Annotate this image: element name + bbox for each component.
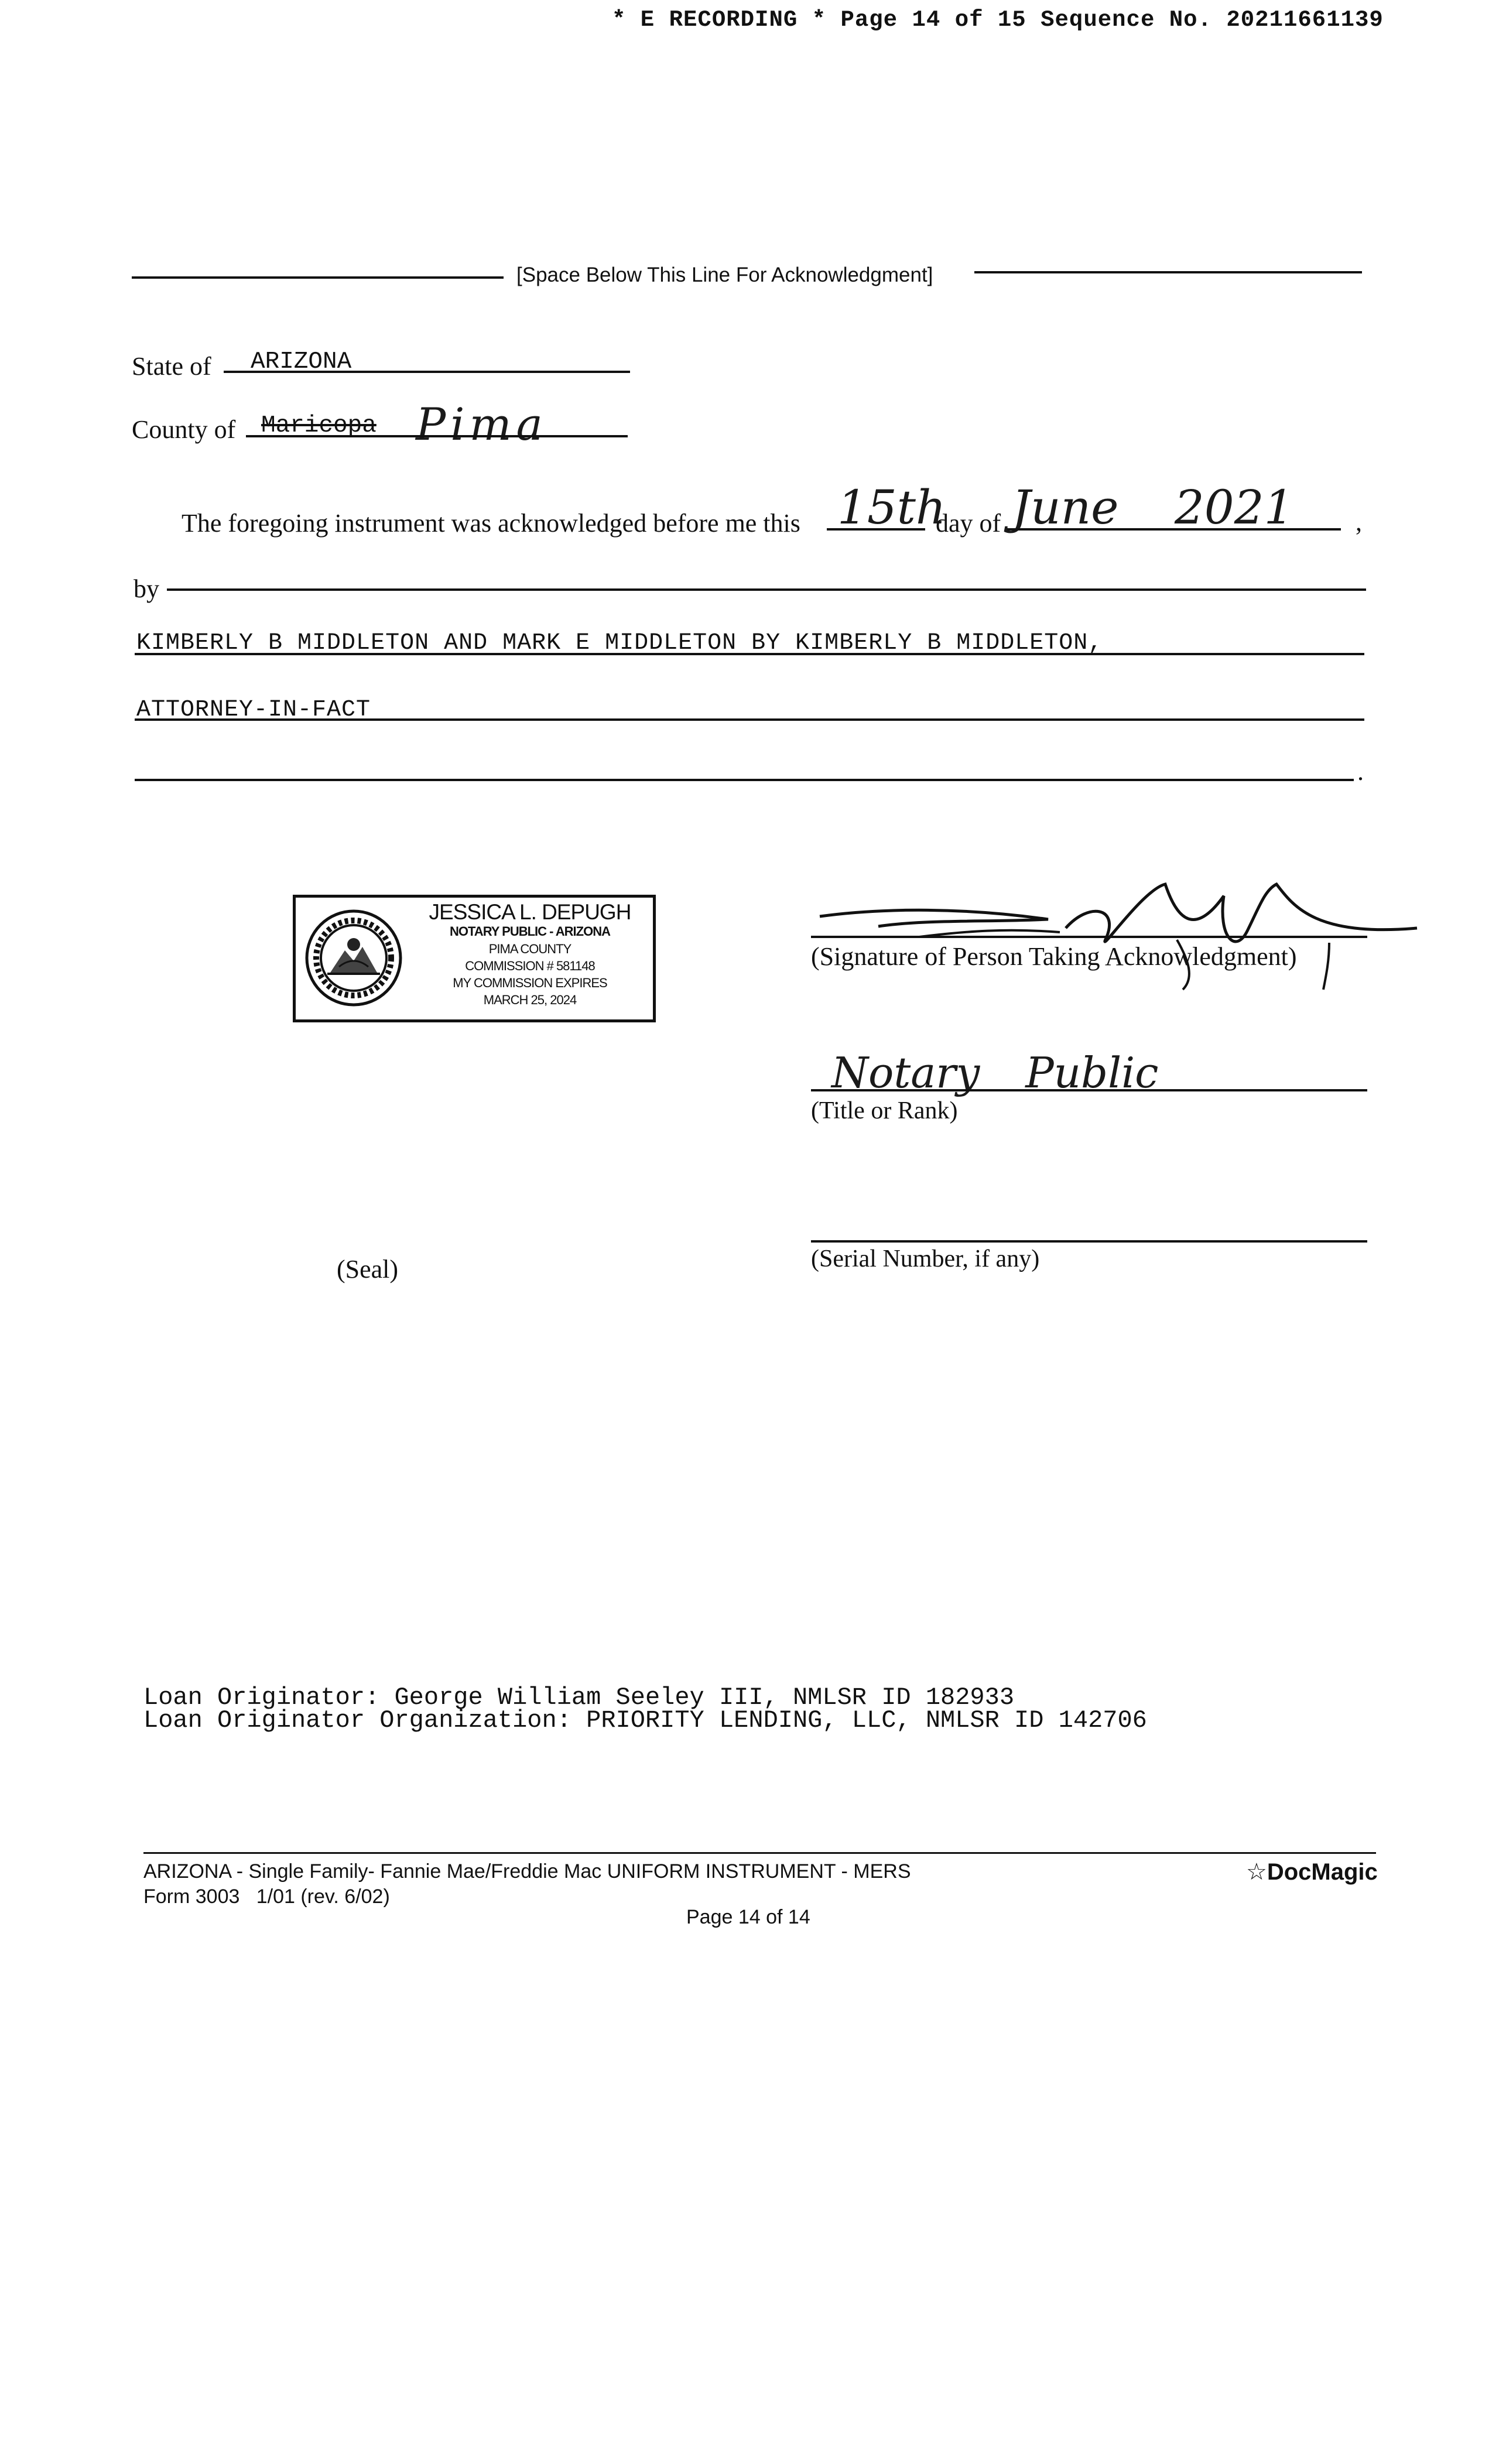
party-line-1: KIMBERLY B MIDDLETON AND MARK E MIDDLETON BY KIMBERLY B MIDDLETON, — [136, 630, 1103, 656]
loan-originator-organization-line: Loan Originator Organization: PRIORITY LENDING, LLC, NMLSR ID 142706 — [143, 1706, 1147, 1734]
notary-commission: COMMISSION # 581148 — [465, 959, 595, 973]
notary-expires-label: MY COMMISSION EXPIRES — [453, 976, 607, 990]
seal-caption: (Seal) — [337, 1255, 399, 1284]
by-underline — [167, 588, 1366, 591]
county-underline — [246, 435, 628, 437]
party-line-2: ATTORNEY-IN-FACT — [136, 697, 371, 723]
signature-caption: (Signature of Person Taking Acknowledgment) — [811, 942, 1297, 971]
party-line-1-underline — [135, 653, 1364, 655]
month-year-handwritten: June 2021 — [1012, 480, 1294, 535]
docmagic-logo — [1246, 1859, 1378, 1885]
state-value: ARIZONA — [251, 348, 352, 375]
notary-county: PIMA COUNTY — [488, 942, 571, 956]
foregoing-text: The foregoing instrument was acknowledged before me this — [182, 509, 800, 538]
divider-right — [974, 271, 1362, 273]
title-underline — [811, 1089, 1367, 1091]
loan-originator-line: Loan Originator: George William Seeley III, NMLSR ID 182933 — [143, 1683, 1015, 1712]
day-underline — [827, 528, 925, 531]
page-number: Page 14 of 14 — [686, 1906, 810, 1928]
star-icon: ☆ — [1246, 1859, 1267, 1885]
signature-underline — [811, 936, 1367, 938]
divider-left — [132, 276, 504, 279]
state-label: State of — [132, 352, 211, 381]
notary-stamp — [293, 895, 656, 1022]
day-of-label: day of — [936, 509, 1001, 538]
arizona-seal-icon — [304, 908, 403, 1008]
recording-header: * E RECORDING * Page 14 of 15 Sequence No. 20211661139 — [612, 7, 1384, 33]
notary-name: JESSICA L. DEPUGH — [429, 900, 631, 924]
day-handwritten: 15th — [837, 480, 946, 535]
acknowledgment-divider-text: [Space Below This Line For Acknowledgment] — [516, 263, 933, 286]
handwritten-signature — [814, 872, 1429, 995]
state-underline — [224, 371, 630, 373]
county-typed-struck: Maricopa — [261, 412, 377, 439]
form-line-1: ARIZONA - Single Family- Fannie Mae/Freddie Mac UNIFORM INSTRUMENT - MERS — [143, 1860, 911, 1883]
county-handwritten: Pima — [416, 398, 547, 450]
form-line-2: Form 3003 1/01 (rev. 6/02) — [143, 1885, 390, 1908]
by-label: by — [134, 574, 159, 603]
month-year-underline — [1007, 528, 1341, 531]
brand-name: DocMagic — [1267, 1859, 1378, 1885]
title-caption: (Title or Rank) — [811, 1097, 958, 1124]
serial-underline — [811, 1240, 1367, 1243]
notary-title: NOTARY PUBLIC - ARIZONA — [450, 924, 610, 939]
serial-caption: (Serial Number, if any) — [811, 1245, 1040, 1272]
trailing-comma: , — [1356, 508, 1362, 536]
blank-line-underline — [135, 779, 1354, 781]
party-line-2-underline — [135, 718, 1364, 721]
county-label: County of — [132, 415, 236, 444]
trailing-period: . — [1357, 757, 1364, 786]
title-handwritten: Notary Public — [831, 1048, 1159, 1097]
footer-rule — [143, 1852, 1376, 1854]
notary-expires-date: MARCH 25, 2024 — [483, 993, 577, 1007]
